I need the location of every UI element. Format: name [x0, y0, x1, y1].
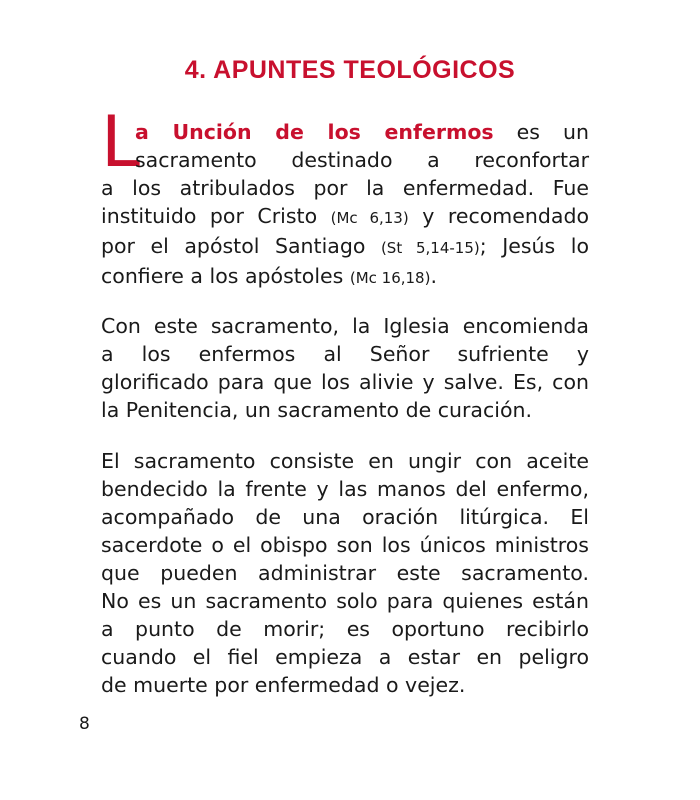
paragraph-3-line: cuando el fiel empieza a estar en peligro: [101, 645, 589, 669]
scripture-reference: (Mc 6,13): [330, 209, 409, 227]
scripture-reference: (St 5,14-15): [380, 239, 480, 257]
drop-cap: L: [101, 101, 140, 183]
text-fragment: y recomendado: [408, 204, 590, 228]
paragraph-1-line: [101, 232, 589, 262]
paragraph-1-line: [101, 262, 589, 292]
highlighted-term: a Unción de los enfermos: [135, 120, 494, 144]
paragraph-1-line: a los atribulados por la enfermedad. Fue: [101, 176, 589, 200]
text-fragment: .: [430, 264, 437, 288]
section-heading: 4. APUNTES TEOLÓGICOS: [184, 56, 516, 84]
paragraph-2-line: la Penitencia, un sacramento de curación.: [101, 398, 533, 422]
text-fragment: instituido por Cristo: [101, 204, 331, 228]
text-fragment: confiere a los apóstoles: [101, 264, 350, 288]
paragraph-3-line: bendecido la frente y las manos del enfermo,: [101, 477, 589, 501]
paragraph-2-line: Con este sacramento, la Iglesia encomienda: [101, 314, 589, 338]
paragraph-3: [101, 447, 589, 699]
paragraph-3-line: El sacramento consiste en ungir con aceite: [101, 449, 589, 473]
paragraph-1-line: sacramento destinado a reconfortar: [135, 148, 589, 172]
paragraph-3-line: que pueden administrar este sacramento.: [101, 561, 589, 585]
paragraph-3-line: No es un sacramento solo para quienes están: [101, 589, 589, 613]
paragraph-3-line: acompañado de una oración litúrgica. El: [101, 505, 589, 529]
scripture-reference: (Mc 16,18): [349, 269, 431, 287]
text-fragment: ; Jesús lo: [479, 234, 590, 258]
text-fragment: es un: [493, 120, 589, 144]
paragraph-2: [101, 312, 589, 424]
text-fragment: por el apóstol Santiago: [101, 234, 381, 258]
paragraph-1: [101, 118, 589, 292]
paragraph-3-line: a punto de morir; es oportuno recibirlo: [101, 617, 589, 641]
paragraph-2-line: a los enfermos al Señor sufriente y: [101, 342, 589, 366]
paragraph-3-line: de muerte por enfermedad o vejez.: [101, 673, 466, 697]
paragraph-1-line: [101, 202, 589, 232]
paragraph-3-line: sacerdote o el obispo son los únicos ministros: [101, 533, 589, 557]
page-number: 8: [79, 714, 90, 734]
paragraph-2-line: glorificado para que los alivie y salve. Es, con: [101, 370, 589, 394]
paragraph-1-line: [101, 118, 589, 146]
